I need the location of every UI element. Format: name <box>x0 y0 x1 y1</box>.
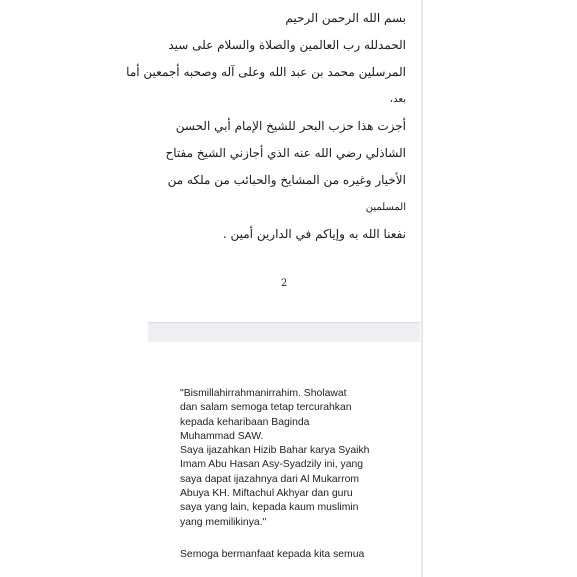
document-page-arabic <box>126 0 420 322</box>
arabic-line: المسلمين <box>365 202 406 213</box>
translation-line: "Bismillahirrahmanirrahim. Sholawat <box>180 388 347 399</box>
translation-line: dan salam semoga tetap tercurahkan <box>180 402 352 414</box>
viewer-side-panel <box>421 0 577 577</box>
arabic-line: أجزت هذا حزب البحر للشيخ الإمام أبي الحسن <box>175 119 406 133</box>
translation-line: Imam Abu Hasan Asy-Syadzily ini, yang <box>180 459 364 471</box>
translation-line: Muhammad SAW. <box>180 430 264 442</box>
arabic-line: الحمدلله رب العالمين والصلاة والسلام على سيد <box>168 38 406 52</box>
translation-line: saya yang lain, kepada kaum muslimin <box>180 502 359 514</box>
arabic-line: الشاذلي رضي الله عنه الذي أجازني الشيخ مفتاح <box>165 146 406 160</box>
translation-line: saya dapat ijazahnya dari Al Mukarrom <box>180 473 360 485</box>
document-page-translation <box>148 342 420 577</box>
arabic-line: بسم الله الرحمن الرحيم <box>285 11 406 25</box>
page-separator <box>148 322 420 343</box>
translation-line: Abuya KH. Miftachul Akhyar dan guru <box>180 488 353 500</box>
arabic-line: نفعنا الله به وإياكم في الدارين أمين . <box>222 227 406 241</box>
page-number: 2 <box>280 278 288 289</box>
translation-line: yang memilikinya." <box>180 516 267 528</box>
arabic-line: الأخيار وغيره من المشايخ والحبائب من ملكه من <box>167 173 406 187</box>
translation-line: Saya ijazahkan Hizib Bahar karya Syaikh <box>180 445 370 457</box>
closing-line: Semoga bermanfaat kepada kita semua <box>180 548 365 560</box>
arabic-line: بعد، <box>389 94 406 105</box>
translation-text <box>180 387 405 562</box>
arabic-line: المرسلين محمد بن عبد الله وعلى آله وصحبه أجمعين أما <box>126 65 406 79</box>
translation-line: kepada keharibaan Baginda <box>180 416 310 428</box>
arabic-ijazah-text <box>126 11 406 255</box>
